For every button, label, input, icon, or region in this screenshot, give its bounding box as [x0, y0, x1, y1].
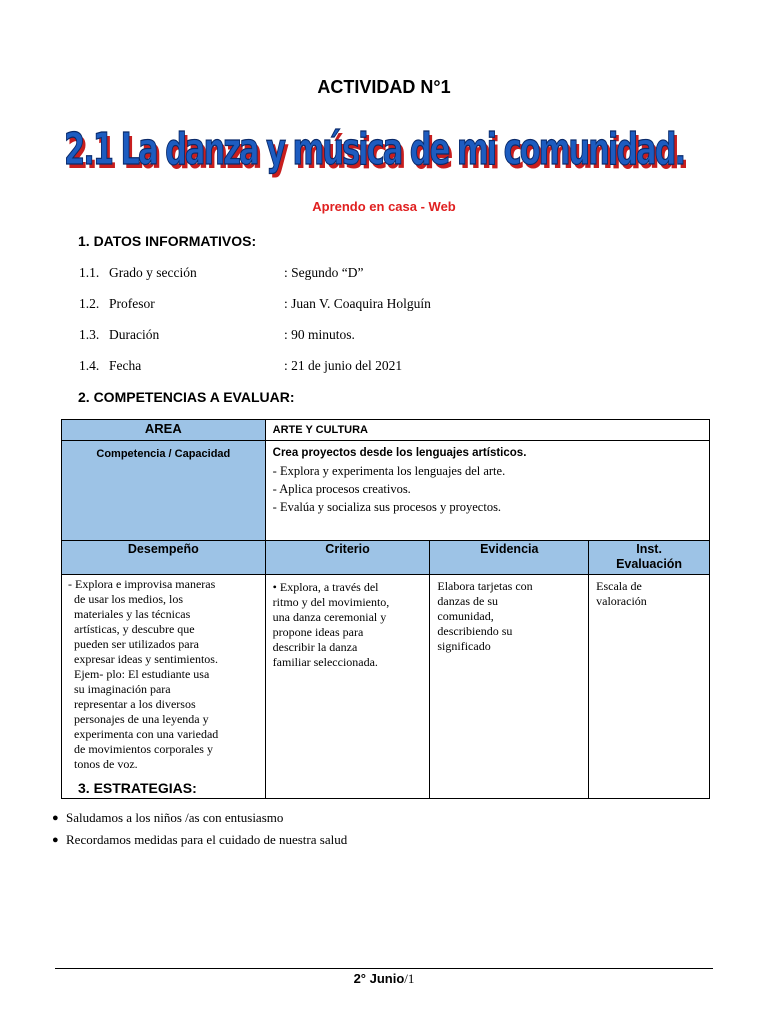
- column-header-desempeno: Desempeño: [62, 541, 266, 575]
- criterio-line: ritmo y del movimiento,: [272, 595, 390, 609]
- banner-title-shadow: 2.1 La danza y música de mi comunidad.: [67, 128, 687, 179]
- criterio-line: familiar seleccionada.: [272, 655, 378, 669]
- competencia-title: Crea proyectos desde los lenguajes artísticos.: [272, 447, 527, 459]
- info-label: Profesor: [109, 296, 155, 311]
- strategies-list: [52, 810, 347, 854]
- area-label: AREA: [62, 420, 266, 441]
- footer-page-number: /1: [404, 971, 415, 986]
- instrumento-cell: [589, 575, 710, 799]
- info-value: : 90 minutos.: [284, 327, 355, 342]
- desempeno-line: artísticas, y descubre que: [74, 622, 195, 636]
- desempeno-line: Ejem- plo: El estudiante usa: [74, 667, 210, 681]
- footer-date: 2° Junio: [353, 971, 405, 986]
- column-header-criterio: Criterio: [265, 541, 430, 575]
- desempeno-line: materiales y las técnicas: [74, 607, 191, 621]
- evidencia-cell: [430, 575, 589, 799]
- criterio-line: describir la danza: [272, 640, 358, 654]
- competencia-label: Competencia / Capacidad: [62, 441, 266, 541]
- table-row-body: [62, 575, 710, 799]
- criterio-line: • Explora, a través del: [272, 580, 379, 594]
- desempeno-line: pueden ser utilizados para: [74, 637, 199, 651]
- info-value: : 21 de junio del 2021: [284, 358, 403, 373]
- info-number: 1.4.: [79, 358, 100, 373]
- criterio-cell: [265, 575, 430, 799]
- desempeno-line: expresar ideas y sentimientos.: [74, 652, 218, 666]
- capacidad-item: - Explora y experimenta los lenguajes del arte.: [272, 464, 506, 478]
- list-item-text: Saludamos a los niños /as con entusiasmo: [66, 810, 284, 825]
- info-value: : Segundo “D”: [284, 265, 364, 280]
- section-heading-competencias: 2. COMPETENCIAS A EVALUAR:: [78, 389, 295, 405]
- evidencia-line: comunidad,: [437, 609, 494, 623]
- desempeno-line: representar a los diversos: [74, 697, 196, 711]
- desempeno-line: tonos de voz.: [74, 757, 138, 771]
- column-header-instrumento-line: Evaluación: [616, 557, 683, 571]
- list-item-text: Recordamos medidas para el cuidado de nuestra salud: [66, 832, 348, 847]
- page-footer: [0, 971, 768, 987]
- capacidad-item: - Evalúa y socializa sus procesos y proyectos.: [272, 500, 502, 514]
- capacidad-item: - Aplica procesos creativos.: [272, 482, 411, 496]
- instrumento-line: Escala de: [596, 579, 642, 593]
- list-item: [52, 832, 347, 854]
- section-heading-estrategias: 3. ESTRATEGIAS:: [78, 780, 197, 796]
- bullet-icon: ●: [52, 834, 59, 846]
- activity-heading: ACTIVIDAD N°1: [317, 77, 451, 97]
- info-value: : Juan V. Coaquira Holguín: [284, 296, 431, 311]
- info-label: Fecha: [109, 358, 142, 373]
- desempeno-line: de usar los medios, los: [74, 592, 183, 606]
- criterio-line: una danza ceremonial y: [272, 610, 387, 624]
- info-label: Grado y sección: [109, 265, 197, 280]
- evidencia-line: significado: [437, 639, 491, 653]
- section-heading-datos: 1. DATOS INFORMATIVOS:: [78, 233, 257, 249]
- footer-divider: [55, 968, 713, 969]
- info-number: 1.1.: [79, 265, 100, 280]
- banner-title-text: 2.1 La danza y música de mi comunidad.: [64, 124, 684, 175]
- info-label: Duración: [109, 327, 160, 342]
- info-number: 1.2.: [79, 296, 100, 311]
- competencias-table: [61, 419, 710, 799]
- table-row-area: [62, 420, 710, 441]
- desempeno-line: personajes de una leyenda y: [74, 712, 209, 726]
- evidencia-line: danzas de su: [437, 594, 499, 608]
- banner-title: [62, 102, 706, 192]
- column-header-instrumento-line: Inst.: [636, 542, 662, 556]
- bullet-icon: ●: [52, 812, 59, 824]
- desempeno-line: de movimientos corporales y: [74, 742, 213, 756]
- list-item: [52, 810, 347, 832]
- column-header-instrumento: [589, 541, 710, 575]
- subtitle: Aprendo en casa - Web: [312, 199, 456, 214]
- column-header-evidencia: Evidencia: [430, 541, 589, 575]
- instrumento-line: valoración: [596, 594, 647, 608]
- table-row-column-headers: [62, 541, 710, 575]
- desempeno-line: su imaginación para: [74, 682, 171, 696]
- desempeno-line: experimenta con una variedad: [74, 727, 219, 741]
- desempeno-line: - Explora e improvisa maneras: [68, 577, 216, 591]
- evidencia-line: Elabora tarjetas con: [437, 579, 533, 593]
- criterio-line: propone ideas para: [272, 625, 364, 639]
- competencia-cell: [265, 441, 709, 541]
- info-number: 1.3.: [79, 327, 100, 342]
- table-row-competencia: [62, 441, 710, 541]
- evidencia-line: describiendo su: [437, 624, 513, 638]
- desempeno-cell: [62, 575, 266, 799]
- area-value: ARTE Y CULTURA: [265, 420, 709, 441]
